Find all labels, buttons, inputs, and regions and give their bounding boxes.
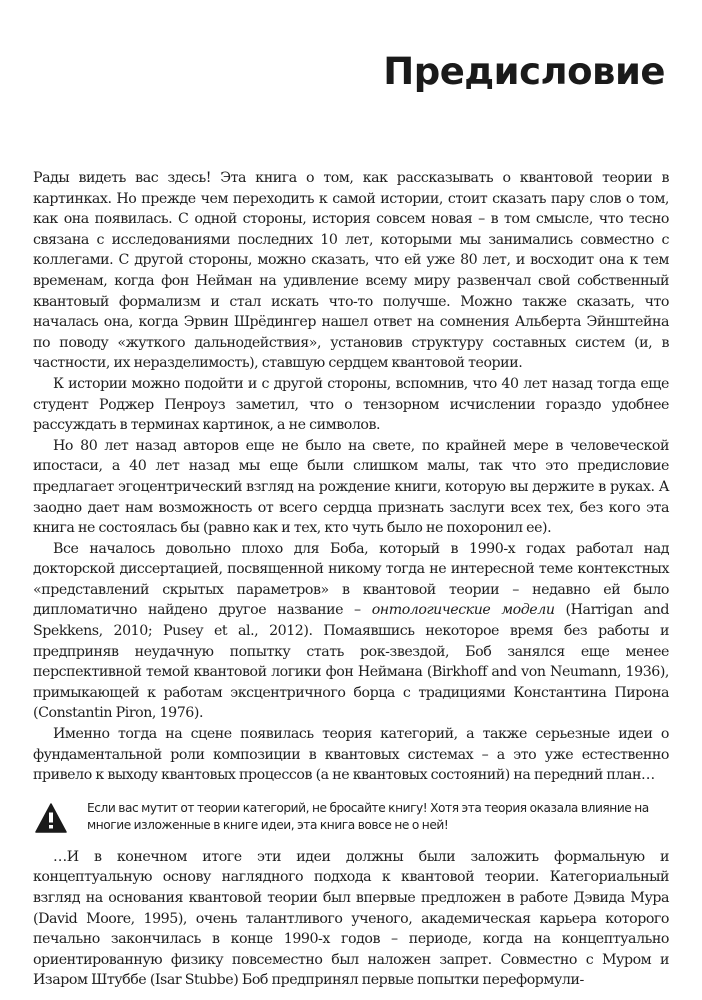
paragraph-penrose: К истории можно подойти и с другой стороны, вспомнив, что 40 лет назад тогда еще студент Роджер Пенроуз заметил, что о тензорном исчислении гораздо удобнее рассуждать в терминах картинок, а не символов. <box>33 375 669 434</box>
paragraph-authors: Но 80 лет назад авторов еще не было на свете, по крайней мере в человеческой ипостаси, а 40 лет назад мы еще были слишком малы, так что это предисловие предлагает эгоцентрический взгляд на рождение книги, которую вы держите в руках. А заодно дает нам возможность от всего сердца признать заслуги всех тех, без кого эта книга не состоялась бы (равно как и тех, кто чуть было не похоронил ее). <box>33 437 669 537</box>
paragraph-bob-history <box>33 539 669 724</box>
paragraph-text: Все началось довольно плохо для Боба, который в 1990-х годах работал над докторской диссертацией, посвященной никому тогда не интересной теме контекстных «представлений скрытых параметров» в квантовой теории – недавно ей было дипломатично найдено другое название – <box>33 540 669 619</box>
warning-box <box>33 800 669 835</box>
paragraph-continuation: …И в конечном итоге эти идеи должны были заложить формальную и концептуальную основу наглядного подхода к квантовой теории. Категориальный взгляд на основания квантовой теории был впервые предложен в работе Дэвида Мура (David Moore, 1995), очень талантливого ученого, академическая карьера которого печально закончилась в конце 1990-х годов – периоде, когда на концептуально ориентированную физику повсеместно был наложен запрет. Совместно с Муром и Изаром Штуббе (Isar Stubbe) Боб предпринял первые попытки переформули- <box>33 848 669 989</box>
warning-text: Если вас мутит от теории категорий, не бросайте книгу! Хотя эта теория оказала влияние на многие изложенные в книге идеи, эта книга вовсе не о ней! <box>87 800 649 833</box>
paragraph-text: (Harrigan and Spekkens, 2010; Pusey et al., 2012). Помаявшись некоторое время без работы и предприняв неудачную попытку стать рок-звездой, Боб занялся еще менее перспективной темой квантовой логики фон Неймана (Birkhoff and von Neumann, 1936), примыкающей к работам эксцентричного борца с традициями Константина Пирона (Constantin Piron, 1976). <box>33 602 669 722</box>
warning-triangle-icon <box>35 803 67 833</box>
paragraph-intro: Рады видеть вас здесь! Эта книга о том, как рассказывать о квантовой теории в картинках. Но прежде чем переходить к самой истории, стоит сказать пару слов о том, как она появилась. С одной стороны, история совсем новая – в том смысле, что тесно связана с исследованиями последних 10 лет, которыми мы занимались совместно с коллегами. С другой стороны, можно сказать, что ей уже 80 лет, и восходит она к тем временам, когда фон Нейман на удивление всему миру развенчал свой собственный квантовый формализм и стал искать что-то получше. Можно также сказать, что началась она, когда Эрвин Шрёдингер нашел ответ на сомнения Альберта Эйнштейна по поводу «жуткого дальнодействия», установив структуру составных систем (и, в частности, их неразделимость), ставшую сердцем квантовой теории. <box>33 170 669 372</box>
paragraph-category-theory: Именно тогда на сцене появилась теория категорий, а также серьезные идеи о фундаментальной роли композиции в квантовых системах – а это уже естественно привело к выходу квантовых процессов (а не квантовых состояний) на передний план… <box>33 726 669 784</box>
italic-term: онтологические модели <box>371 602 555 619</box>
page-title: Предисловие <box>383 50 665 93</box>
body-text <box>33 168 669 991</box>
